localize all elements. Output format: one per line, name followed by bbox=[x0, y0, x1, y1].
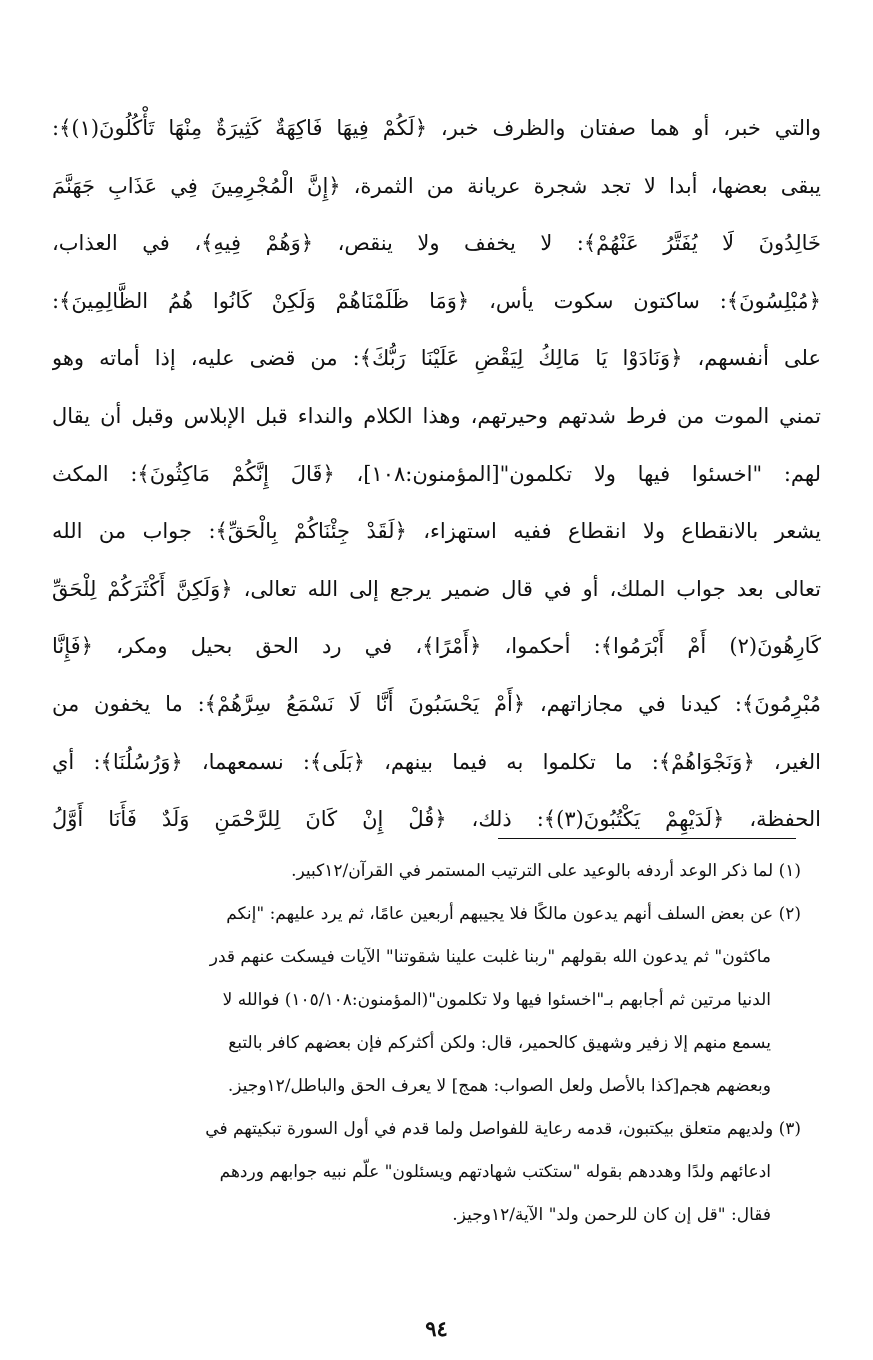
main-text-line: يشعر بالانقطاع ولا انقطاع ففيه استهزاء، ﴿لَقَدْ جِئْنَاكُمْ بِالْحَقِّ﴾: جواب من الله bbox=[52, 519, 821, 544]
footnote-2-continued: ماكثون" ثم يدعون الله بقولهم "ربنا غلبت علينا شقوتنا" الآيات فيسكت عنهم قدر bbox=[209, 947, 771, 967]
main-text-line: والتي خبر، أو هما صفتان والظرف خبر، ﴿لَكُمْ فِيهَا فَاكِهَةٌ كَثِيرَةٌ مِنْهَا تَأْكُلُونَ(١)﴾: bbox=[52, 116, 821, 140]
main-text-line: كَارِهُونَ(٢) أَمْ أَبْرَمُوا﴾: أحكموا، ﴿أَمْرًا﴾، في رد الحق بحيل ومكر، ﴿فَإِنَّا bbox=[52, 634, 821, 659]
footnote-2-continued: الدنيا مرتين ثم أجابهم بـ"اخسئوا فيها ولا تكلمون"(المؤمنون:١٠٥/١٠٨) فوالله لا bbox=[222, 990, 771, 1010]
footnote-2-continued: وبعضهم هجم[كذا بالأصل ولعل الصواب: همج] لا يعرف الحق والباطل/١٢وجيز. bbox=[227, 1076, 771, 1096]
main-text-line: ﴿مُبْلِسُونَ﴾: ساكتون سكوت يأس، ﴿وَمَا ظَلَمْنَاهُمْ وَلَكِنْ كَانُوا هُمُ الظَّالِمِينَ﴾: bbox=[52, 288, 821, 313]
main-text-line: تعالى بعد جواب الملك، أو في قال ضمير يرجع إلى الله تعالى، ﴿وَلَكِنَّ أَكْثَرَكُمْ لِلْحَقِّ bbox=[52, 576, 821, 601]
page-number: ٩٤ bbox=[425, 1316, 448, 1341]
main-text-line: على أنفسهم، ﴿وَنَادَوْا يَا مَالِكُ لِيَقْضِ عَلَيْنَا رَبُّكَ﴾: من قضى عليه، إذا أماته وهو bbox=[52, 346, 821, 371]
main-text-line: مُبْرِمُونَ﴾: كيدنا في مجازاتهم، ﴿أَمْ يَحْسَبُونَ أَنَّا لَا نَسْمَعُ سِرَّهُمْ﴾: ما يخفون من bbox=[52, 691, 821, 716]
footnote-3: (٣) ولديهم متعلق بيكتبون، قدمه رعاية للفواصل ولما قدم في أول السورة تبكيتهم في bbox=[205, 1119, 801, 1139]
main-text-line: لهم: "اخسئوا فيها ولا تكلمون"[المؤمنون:١٠٨]، ﴿قَالَ إِنَّكُمْ مَاكِثُونَ﴾: المكث bbox=[52, 461, 821, 486]
footnote-3-continued: ادعائهم ولدًا وهددهم بقوله "ستكتب شهادتهم ويسئلون" علّم نبيه جوابهم وردهم bbox=[219, 1162, 771, 1182]
footnote-2-continued: يسمع منهم إلا زفير وشهيق كالحمير، قال: ولكن أكثركم فإن بعضهم كافر بالتبع bbox=[228, 1033, 771, 1053]
footnote-1: (١) لما ذكر الوعد أردفه بالوعيد على الترتيب المستمر في القرآن/١٢كبير. bbox=[291, 861, 801, 881]
main-text-line: خَالِدُونَ لَا يُفَتَّرُ عَنْهُمْ﴾: لا يخفف ولا ينقص، ﴿وَهُمْ فِيهِ﴾، في العذاب، bbox=[52, 231, 821, 256]
main-text-line: الحفظة، ﴿لَدَيْهِمْ يَكْتُبُونَ(٣)﴾: ذلك، ﴿قُلْ إِنْ كَانَ لِلرَّحْمَنِ وَلَدٌ فَأَنَا أَوَّلُ bbox=[52, 807, 821, 832]
main-text-line: الغير، ﴿وَنَجْوَاهُمْ﴾: ما تكلموا به فيما بينهم، ﴿بَلَى﴾: نسمعهما، ﴿وَرُسُلُنَا﴾: أي bbox=[52, 749, 821, 774]
main-text-block bbox=[52, 100, 821, 849]
footnotes-block bbox=[55, 850, 801, 1237]
footnote-divider bbox=[498, 838, 796, 839]
main-text-line: تمني الموت من فرط شدتهم وحيرتهم، وهذا الكلام والنداء قبل الإبلاس وقبل أن يقال bbox=[52, 403, 821, 428]
main-text-line: يبقى بعضها، أبدا لا تجد شجرة عريانة من الثمرة، ﴿إِنَّ الْمُجْرِمِينَ فِي عَذَابِ جَهَنَّمَ bbox=[52, 173, 821, 198]
footnote-2: (٢) عن بعض السلف أنهم يدعون مالكًا فلا يجيبهم أربعين عامًا، ثم يرد عليهم: "إنكم bbox=[226, 904, 801, 924]
footnote-3-continued: فقال: "قل إن كان للرحمن ولد" الآية/١٢وجيز. bbox=[452, 1205, 771, 1225]
